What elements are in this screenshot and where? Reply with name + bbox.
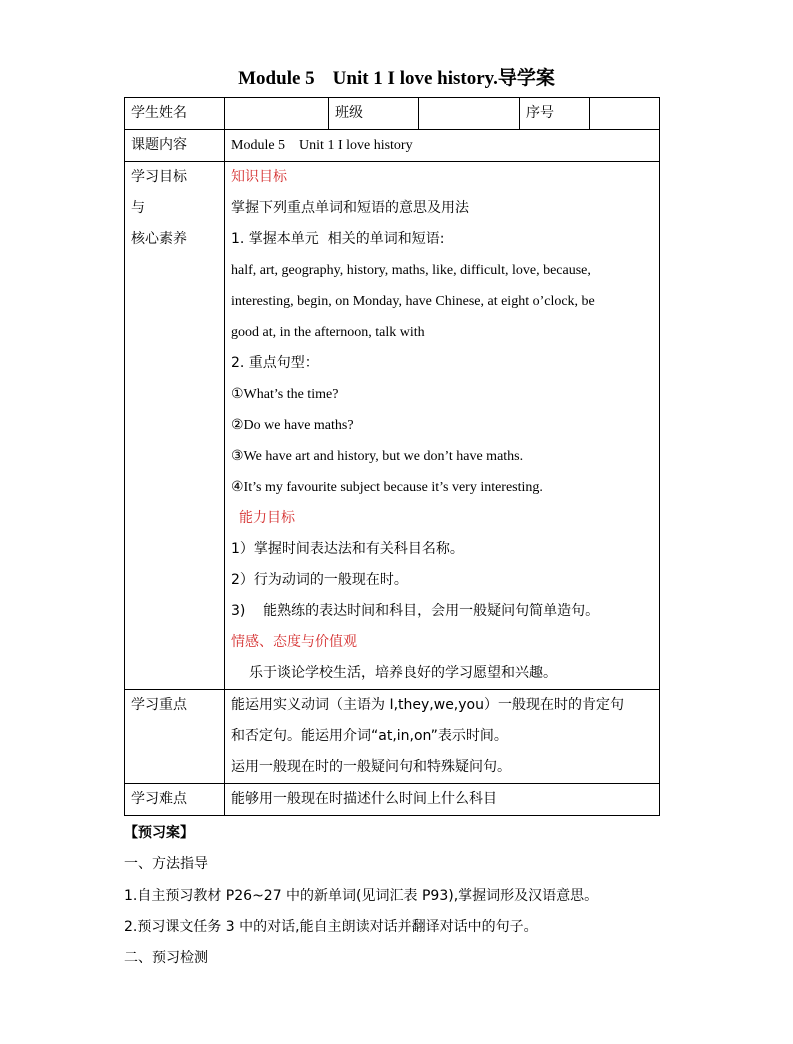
topic-row	[125, 130, 660, 162]
objectives-content	[225, 162, 660, 690]
student-name-field[interactable]	[225, 98, 329, 130]
difficulty-row	[125, 784, 660, 816]
key-point-line: 能运用实义动词（主语为 I,they,we,you）一般现在时的肯定句	[231, 697, 624, 713]
class-label: 班级	[329, 98, 419, 130]
study-guide-table	[124, 97, 660, 816]
title-module: Module 5	[238, 68, 315, 89]
ability-line: 3) 能熟练的表达时间和科目，会用一般疑问句简单造句。	[231, 603, 600, 619]
seq-label: 序号	[520, 98, 590, 130]
page-title	[0, 63, 793, 90]
sentence-pattern: ④It’s my favourite subject because it’s very interesting.	[231, 480, 543, 495]
objectives-label-line: 学习目标	[131, 169, 187, 185]
key-point-line: 运用一般现在时的一般疑问句和特殊疑问句。	[231, 759, 511, 775]
sentence-pattern: ①What’s the time?	[231, 387, 339, 402]
ability-line: 1）掌握时间表达法和有关科目名称。	[231, 541, 464, 557]
emotion-line: 乐于谈论学校生活，培养良好的学习愿望和兴趣。	[249, 665, 557, 681]
words-line: interesting, begin, on Monday, have Chinese, at eight o’clock, be	[231, 294, 595, 309]
objectives-label	[125, 162, 225, 690]
student-name-label: 学生姓名	[125, 98, 225, 130]
method-line: 1.自主预习教材 P26~27 中的新单词(见词汇表 P93),掌握词形及汉语意思。	[124, 888, 599, 904]
words-line: half, art, geography, history, maths, like, difficult, love, because,	[231, 263, 591, 278]
preview-heading: 【预习案】	[124, 825, 194, 841]
difficulty-label: 学习难点	[125, 784, 225, 816]
topic-value: Module 5 Unit 1 I love history	[225, 130, 660, 162]
method-heading: 一、方法指导	[124, 856, 208, 872]
objectives-row	[125, 162, 660, 690]
knowledge-line: 1. 掌握本单元 相关的单词和短语:	[231, 231, 445, 247]
method-line: 2.预习课文任务 3 中的对话,能自主朗读对话并翻译对话中的句子。	[124, 919, 538, 935]
words-line: good at, in the afternoon, talk with	[231, 325, 425, 340]
sentence-pattern: ③We have art and history, but we don’t have maths.	[231, 449, 524, 464]
key-point-line: 和否定句。能运用介词“at,in,on”表示时间。	[231, 728, 508, 744]
emotion-heading: 情感、态度与价值观	[231, 634, 357, 650]
objectives-label-line: 核心素养	[131, 231, 187, 247]
check-heading: 二、预习检测	[124, 950, 208, 966]
sentence-pattern: ②Do we have maths?	[231, 418, 354, 433]
knowledge-line: 掌握下列重点单词和短语的意思及用法	[231, 200, 469, 216]
title-unit: Unit 1 I love history.导学案	[332, 68, 555, 89]
ability-heading: 能力目标	[239, 510, 295, 526]
objectives-label-line: 与	[131, 200, 145, 216]
ability-line: 2）行为动词的一般现在时。	[231, 572, 408, 588]
seq-field[interactable]	[590, 98, 660, 130]
key-points-content	[225, 690, 660, 784]
key-points-row	[125, 690, 660, 784]
topic-label: 课题内容	[125, 130, 225, 162]
key-points-label: 学习重点	[125, 690, 225, 784]
student-info-row	[125, 98, 660, 130]
class-field[interactable]	[419, 98, 520, 130]
knowledge-heading: 知识目标	[231, 169, 287, 185]
difficulty-value: 能够用一般现在时描述什么时间上什么科目	[225, 784, 660, 816]
knowledge-line: 2. 重点句型：	[231, 355, 319, 371]
